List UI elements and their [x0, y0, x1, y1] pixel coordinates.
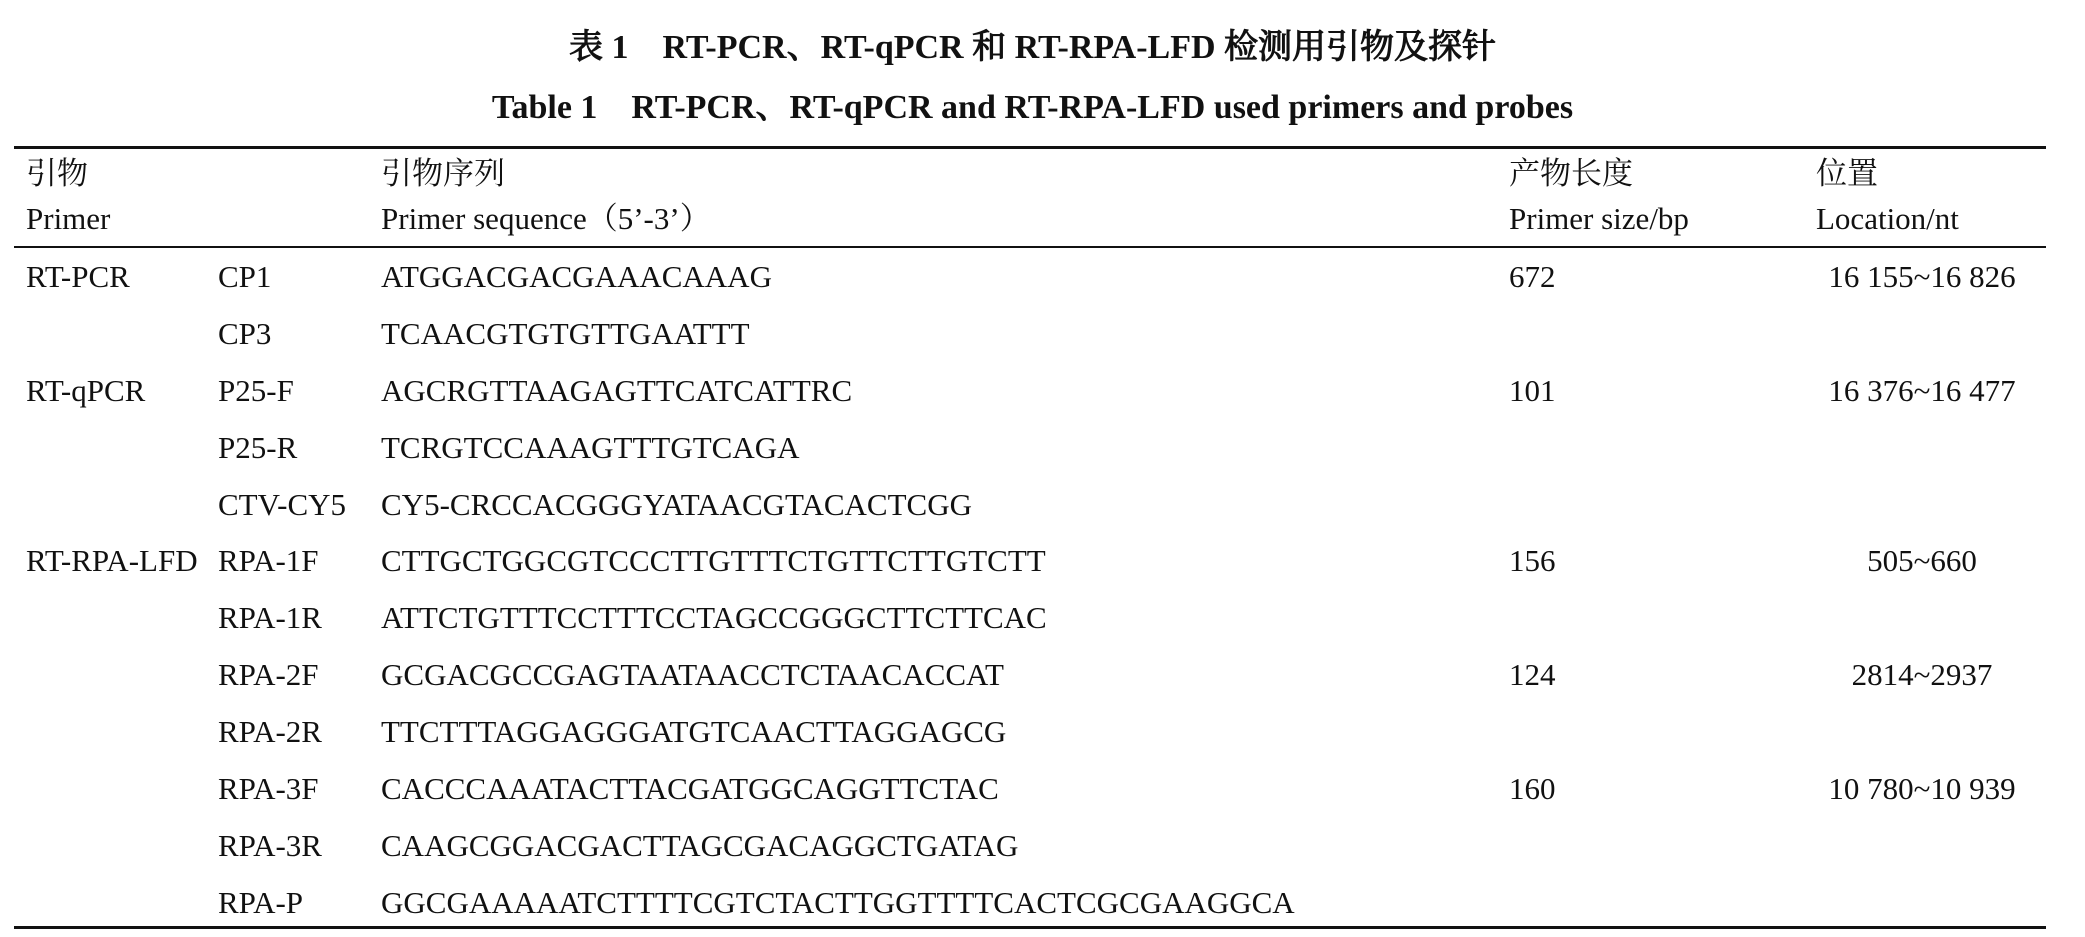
row-group: RT-PCR	[26, 259, 130, 294]
header-primer-zh: 引物	[26, 156, 88, 191]
row-primer-name: RPA-1F	[218, 543, 319, 578]
top-rule	[14, 146, 2046, 149]
row-primer-name: RPA-3R	[218, 828, 322, 863]
row-location: 16 376~16 477	[1828, 373, 2016, 408]
row-sequence: TCRGTCCAAAGTTTGTCAGA	[381, 430, 800, 465]
row-sequence: CTTGCTGGCGTCCCTTGTTTCTGTTCTTGTCTT	[381, 543, 1046, 578]
row-sequence: AGCRGTTAAGAGTTCATCATTRC	[381, 373, 853, 408]
row-primer-name: RPA-2R	[218, 714, 322, 749]
row-primer-name: P25-F	[218, 373, 294, 408]
row-primer-name: RPA-P	[218, 885, 304, 920]
row-size: 124	[1509, 657, 1556, 692]
row-sequence: TCAACGTGTGTTGAATTT	[381, 316, 750, 351]
header-sequence-en: Primer sequence（5’-3’）	[381, 201, 711, 236]
row-size: 672	[1509, 259, 1556, 294]
header-rule	[14, 246, 2046, 248]
row-sequence: TTCTTTAGGAGGGATGTCAACTTAGGAGCG	[381, 714, 1007, 749]
row-primer-name: RPA-2F	[218, 657, 319, 692]
header-location-en: Location/nt	[1816, 201, 1959, 236]
row-sequence: ATTCTGTTTCCTTTCCTAGCCGGGCTTCTTCAC	[381, 600, 1047, 635]
row-primer-name: P25-R	[218, 430, 298, 465]
row-size: 156	[1509, 543, 1556, 578]
row-location: 16 155~16 826	[1828, 259, 2016, 294]
table-title-en: Table 1 RT-PCR、RT-qPCR and RT-RPA-LFD used primers and probes	[491, 89, 1574, 126]
header-size-en: Primer size/bp	[1509, 201, 1689, 236]
row-sequence: ATGGACGACGAAACAAAG	[381, 259, 772, 294]
row-location: 2814~2937	[1851, 657, 1993, 692]
row-location: 10 780~10 939	[1828, 771, 2016, 806]
row-location: 505~660	[1867, 543, 1977, 578]
row-primer-name: RPA-1R	[218, 600, 322, 635]
row-group: RT-RPA-LFD	[26, 543, 198, 578]
header-location-zh: 位置	[1816, 156, 1878, 191]
row-primer-name: CP1	[218, 259, 272, 294]
row-sequence: CACCCAAATACTTACGATGGCAGGTTCTAC	[381, 771, 999, 806]
row-group: RT-qPCR	[26, 373, 146, 408]
row-sequence: GGCGAAAAATCTTTTCGTCTACTTGGTTTTCACTCGCGAAGGCA	[381, 885, 1295, 920]
header-sequence-zh: 引物序列	[381, 156, 505, 191]
row-primer-name: RPA-3F	[218, 771, 319, 806]
row-primer-name: CTV-CY5	[218, 487, 347, 522]
row-primer-name: CP3	[218, 316, 272, 351]
row-size: 101	[1509, 373, 1556, 408]
header-primer-en: Primer	[26, 201, 111, 236]
row-sequence: CY5-CRCCACGGGYATAACGTACACTCGG	[381, 487, 972, 522]
bottom-rule	[14, 926, 2046, 929]
row-size: 160	[1509, 771, 1556, 806]
header-size-zh: 产物长度	[1509, 156, 1633, 191]
row-sequence: CAAGCGGACGACTTAGCGACAGGCTGATAG	[381, 828, 1019, 863]
table-title-zh: 表 1 RT-PCR、RT-qPCR 和 RT-RPA-LFD 检测用引物及探针	[568, 29, 1497, 66]
row-sequence: GCGACGCCGAGTAATAACCTCTAACACCAT	[381, 657, 1004, 692]
